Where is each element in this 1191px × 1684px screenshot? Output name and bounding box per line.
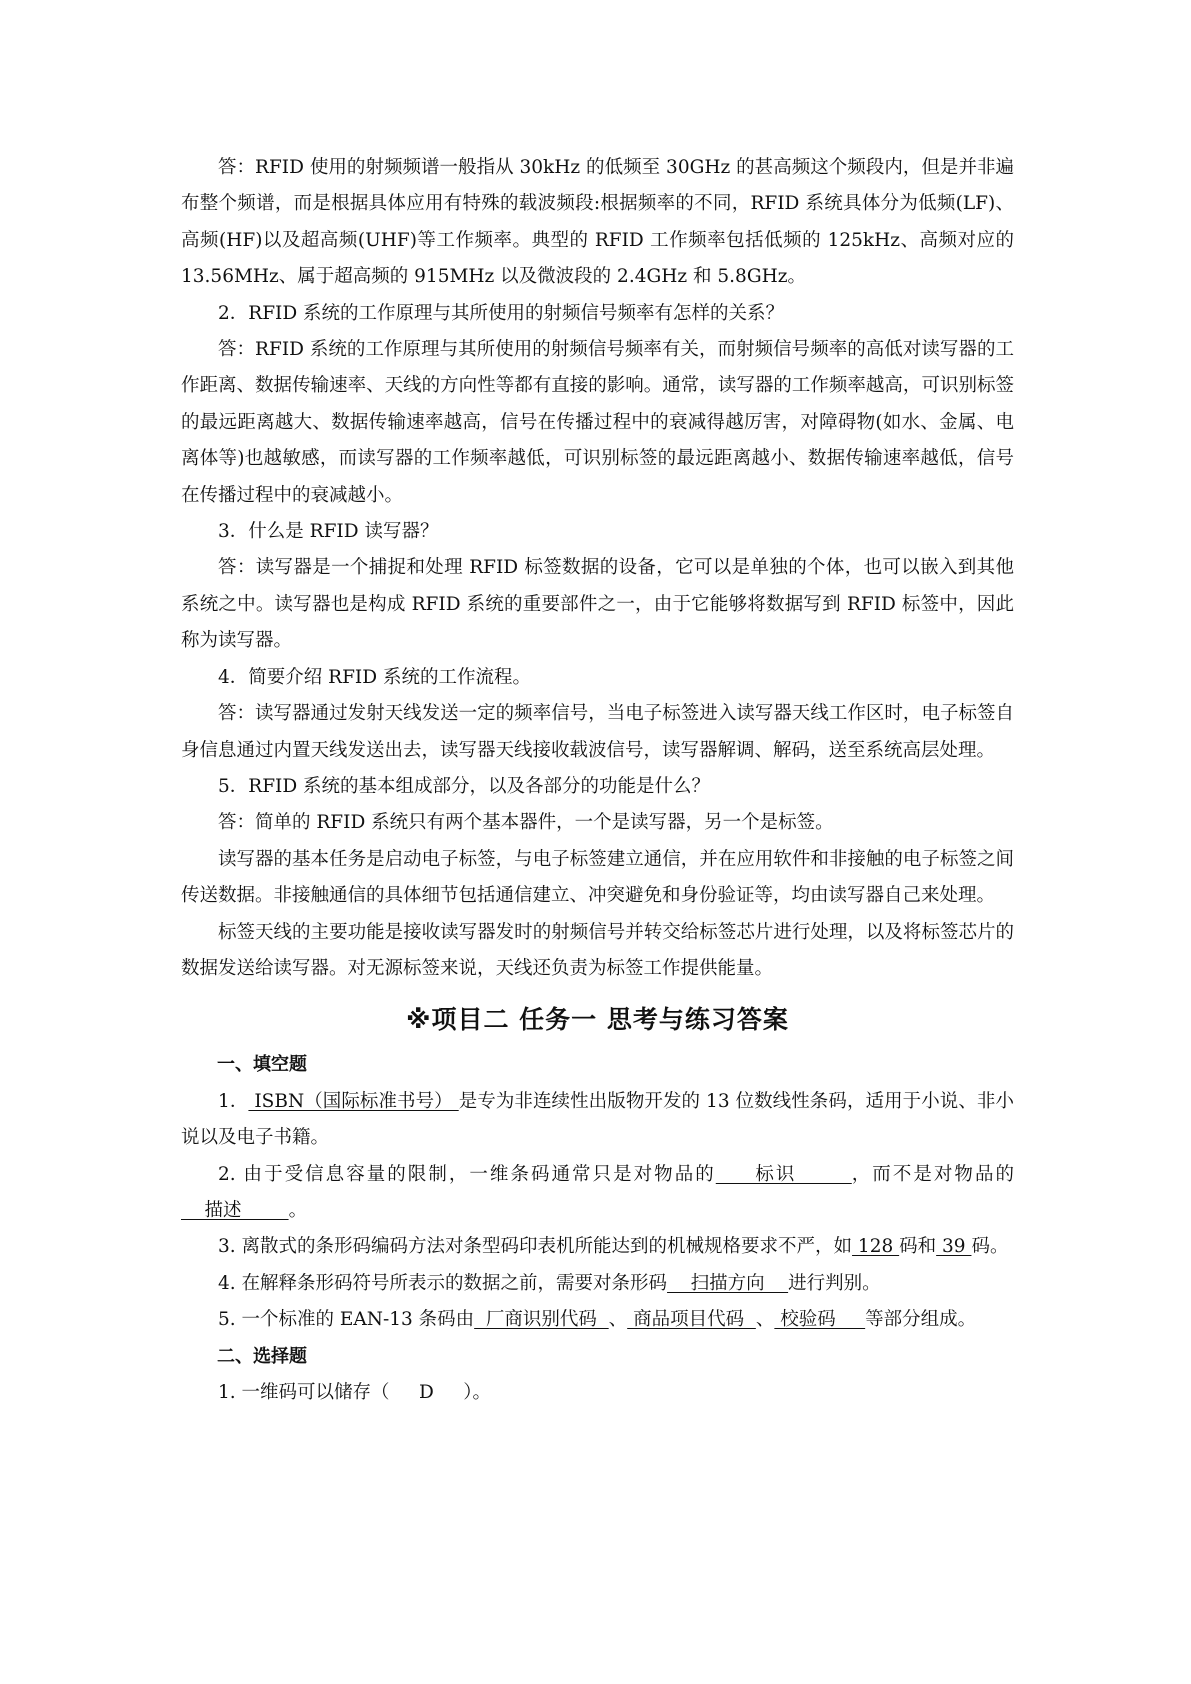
- section-title: ※项目二 任务一 思考与练习答案: [406, 1005, 789, 1035]
- fill-item-3-end: 码。: [971, 1236, 1009, 1258]
- choice-item-1-lead: 1. 一维码可以储存（: [218, 1382, 390, 1403]
- fill-item-4: [181, 1266, 1014, 1302]
- fill-item-2-end: 。: [288, 1199, 308, 1221]
- fill-blank-4: 扫描方向: [667, 1272, 789, 1294]
- fill-blank-5a: 厂商识别代码: [474, 1309, 609, 1331]
- fill-blank-3a: 128: [852, 1236, 900, 1258]
- fill-in-heading: 一、填空题: [217, 1054, 307, 1076]
- question-5: 5．RFID 系统的基本组成部分，以及各部分的功能是什么？: [218, 775, 711, 797]
- fill-blank-2b: 描述: [181, 1199, 289, 1221]
- answer-5-reader-paragraph: 读写器的基本任务是启动电子标签，与电子标签建立通信，并在应用软件和非接触的电子标签之间传送数据。非接触通信的具体细节包括通信建立、冲突避免和身份验证等，均由读写器自己来处理。: [181, 848, 1014, 907]
- fill-blank-5b: 商品项目代码: [627, 1309, 756, 1331]
- answer-4-text: 答：读写器通过发射天线发送一定的频率信号，当电子标签进入读写器天线工作区时，电子标签自身信息通过内置天线发送出去，读写器天线接收载波信号，读写器解调、解码，送至系统高层处理。: [181, 703, 1014, 761]
- fill-item-5: [181, 1302, 1014, 1338]
- fill-blank-3b: 39: [936, 1236, 972, 1258]
- fill-blank-1: ISBN（国际标准书号）: [248, 1090, 459, 1112]
- fill-item-2-lead: 2. 由于受信息容量的限制，一维条码通常只是对物品的: [218, 1163, 716, 1185]
- document-page: [181, 150, 1014, 1411]
- choice-item-1-answer: D: [389, 1382, 464, 1403]
- fill-item-5-lead: 5. 一个标准的 EAN-13 条码由: [218, 1309, 475, 1331]
- fill-item-3: [181, 1229, 1014, 1265]
- fill-item-2-mid: ，而不是对物品的: [851, 1163, 1014, 1185]
- fill-item-4-end: 进行判别。: [788, 1272, 881, 1294]
- answer-5-antenna-paragraph: 标签天线的主要功能是接收读写器发时的射频信号并转交给标签芯片进行处理，以及将标签芯片的数据发送给读写器。对无源标签来说，天线还负责为标签工作提供能量。: [181, 921, 1014, 979]
- answer-1-text: 答：RFID 使用的射频频谱一般指从 30kHz 的低频至 30GHz 的甚高频这个频段内，但是并非遍布整个频谱，而是根据具体应用有特殊的载波频段:根据频率的不同，RFID 系统具体分为低频(LF)、高频(HF)以及超高频(UHF)等工作频率。典型的 RFID 工作频率包括低频的 125kHz、高频对应的 13.56MHz、属于超高频的 915MHz 以及微波段的 2.4GHz 和 5.8GHz。: [181, 157, 1014, 288]
- answer-3-text: 答：读写器是一个捕捉和处理 RFID 标签数据的设备，它可以是单独的个体，也可以嵌入到其他系统之中。读写器也是构成 RFID 系统的重要部件之一，由于它能够将数据写到 RFID 标签中，因此称为读写器。: [181, 557, 1014, 652]
- fill-item-3-mid: 码和: [899, 1236, 937, 1258]
- fill-item-2: [181, 1157, 1014, 1230]
- fill-item-5-sep-2: 、: [755, 1309, 775, 1331]
- fill-item-1-number: 1．: [218, 1090, 249, 1112]
- fill-item-4-lead: 4. 在解释条形码符号所表示的数据之前，需要对条形码: [218, 1272, 668, 1294]
- question-3: 3．什么是 RFID 读写器？: [218, 521, 439, 543]
- fill-item-5-end: 等部分组成。: [865, 1309, 977, 1331]
- question-2: 2．RFID 系统的工作原理与其所使用的射频信号频率有怎样的关系？: [218, 302, 785, 324]
- choice-item-1-end: ）。: [463, 1382, 491, 1403]
- fill-blank-5c: 校验码: [774, 1309, 866, 1331]
- fill-blank-2a: 标识: [715, 1163, 852, 1185]
- fill-item-3-lead: 3. 离散式的条形码编码方法对条型码印表机所能达到的机械规格要求不严，如: [218, 1236, 853, 1258]
- question-4: 4．简要介绍 RFID 系统的工作流程。: [218, 666, 531, 688]
- choice-item-1: [181, 1375, 1014, 1411]
- answer-5-text: 答：简单的 RFID 系统只有两个基本器件，一个是读写器，另一个是标签。: [218, 812, 834, 834]
- fill-item-1-text: 是专为非连续性出版物开发的 13 位数线性条码，适用于小说、非小说以及电子书籍。: [181, 1090, 1014, 1149]
- fill-item-5-sep-1: 、: [608, 1309, 628, 1331]
- answer-2-text: 答：RFID 系统的工作原理与其所使用的射频信号频率有关，而射频信号频率的高低对读写器的工作距离、数据传输速率、天线的方向性等都有直接的影响。通常，读写器的工作频率越高，可识别标签的最远距离越大、数据传输速率越高，信号在传播过程中的衰减得越厉害，对障碍物(如水、金属、电离体等)也越敏感，而读写器的工作频率越低，可识别标签的最远距离越小、数据传输速率越低，信号在传播过程中的衰减越小。: [181, 339, 1014, 506]
- fill-item-1: [181, 1084, 1014, 1157]
- choice-heading: 二、选择题: [217, 1345, 307, 1367]
